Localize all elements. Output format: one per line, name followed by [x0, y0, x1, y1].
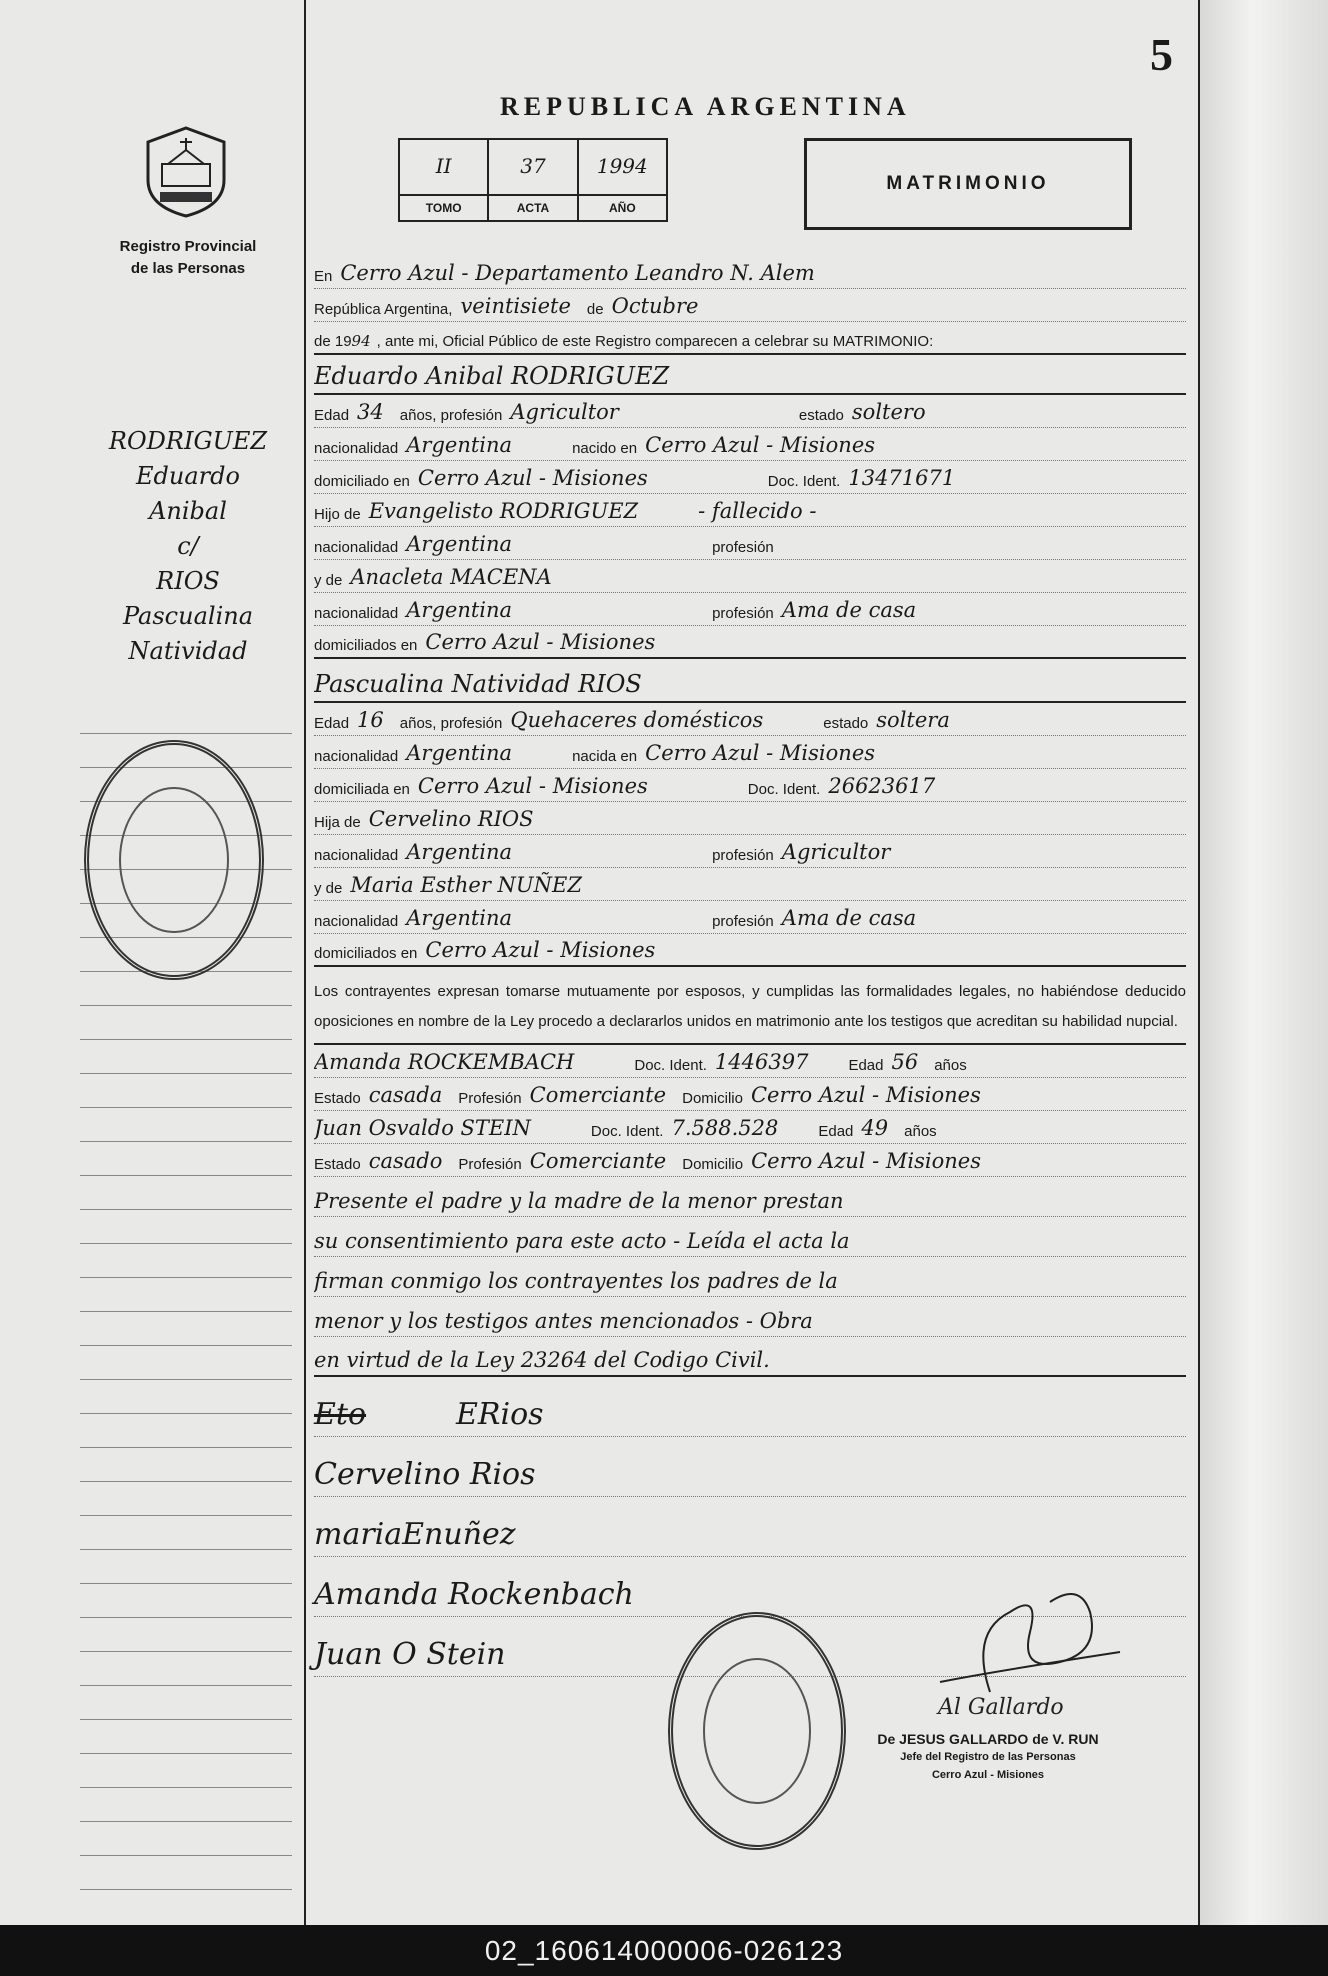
groom-profession: Agricultor [510, 400, 619, 424]
profesion-label: profesión [712, 539, 774, 556]
groom-age-row [314, 395, 1186, 428]
intro-text: , ante mi, Oficial Público de este Registro comparecen a celebrar su MATRIMONIO: [376, 333, 934, 350]
note-text: Presente el padre y la madre de la menor prestan [314, 1189, 844, 1213]
ano-label: AÑO [608, 201, 636, 215]
groom-father-row [314, 494, 1186, 527]
edad-label: Edad [848, 1057, 884, 1074]
note-text: menor y los testigos antes mencionados - Obra [314, 1309, 813, 1333]
witness1-name-row [314, 1045, 1186, 1078]
margin-note: RODRIGUEZ [108, 427, 268, 455]
note-text: firman conmigo los contrayentes los padres de la [314, 1269, 838, 1293]
bride-parents-domicile: Cerro Azul - Misiones [425, 938, 656, 962]
profesion-label: Profesión [458, 1156, 522, 1173]
signature: mariaEnuñez [314, 1517, 516, 1552]
nacionalidad-label: nacionalidad [314, 847, 399, 864]
witness2-name-row [314, 1111, 1186, 1144]
witness1-domicile: Cerro Azul - Misiones [750, 1083, 981, 1107]
year-suffix: 94 [351, 332, 371, 350]
groom-age: 34 [357, 400, 384, 424]
margin-notes [78, 424, 298, 669]
bride-nationality: Argentina [406, 741, 513, 765]
scan-id-bar: 02_160614000006-026123 [0, 1925, 1328, 1976]
note-line [314, 1337, 1186, 1377]
hijo-label: Hijo de [314, 506, 361, 523]
yde-label: y de [314, 880, 343, 897]
margin-note: Anibal [149, 497, 227, 525]
witness2-domicile: Cerro Azul - Misiones [751, 1149, 981, 1173]
groom-birthplace: Cerro Azul - Misiones [645, 433, 876, 457]
bride-nationality-row [314, 736, 1186, 769]
note-text: en virtud de la Ley 23264 del Codigo Civil. [314, 1348, 770, 1372]
bride-domicile-row [314, 769, 1186, 802]
anos-label: años [904, 1123, 937, 1140]
edad-label: Edad [314, 715, 350, 732]
bride-father-row [314, 802, 1186, 835]
registry-name-line1: Registro Provincial [119, 238, 257, 255]
tomo-acta-ano-table [398, 138, 668, 222]
registry-seal-stamp [668, 1612, 846, 1850]
profesion-label: profesión [712, 847, 774, 864]
note-text: su consentimiento para este acto - Leída el acta la [314, 1229, 850, 1253]
domiciliados-label: domiciliados en [314, 945, 418, 962]
groom-name: Eduardo Anibal RODRIGUEZ [314, 362, 670, 390]
registry-seal-stamp [84, 740, 264, 980]
official-title-line1: Jefe del Registro de las Personas [900, 1751, 1076, 1763]
groom-estado: soltero [851, 400, 926, 424]
certificate-form [314, 256, 1186, 1677]
bride-father-nationality: Argentina [406, 840, 513, 864]
note-line [314, 1217, 1186, 1257]
groom-father-nationality: Argentina [406, 532, 513, 556]
groom-mother-profession: Ama de casa [781, 598, 917, 622]
seal-center [703, 1658, 811, 1803]
acta-value: 37 [489, 140, 576, 196]
bride-father: Cervelino RIOS [368, 807, 534, 831]
witness1-name: Amanda ROCKEMBACH [314, 1050, 575, 1074]
edad-label: Edad [818, 1123, 854, 1140]
notes-section [314, 1177, 1186, 1377]
groom-nationality-row [314, 428, 1186, 461]
domicilio-label: Domicilio [682, 1156, 744, 1173]
groom-father-note: - fallecido - [698, 499, 817, 523]
place-row [314, 256, 1186, 289]
en-label: En [314, 268, 333, 285]
ano-cell [579, 140, 666, 220]
nacido-label: nacido en [572, 440, 638, 457]
struck-signature: Eto [314, 1397, 367, 1432]
note-line [314, 1297, 1186, 1337]
bride-parents-domicile-row [314, 934, 1186, 967]
witness1-profession: Comerciante [529, 1083, 667, 1107]
witness1-doc: 1446397 [714, 1050, 809, 1074]
acta-label: ACTA [516, 201, 550, 215]
groom-father-nationality-row [314, 527, 1186, 560]
bride-father-nationality-row [314, 835, 1186, 868]
witness2-details-row [314, 1144, 1186, 1177]
witness2-doc: 7.588.528 [671, 1116, 779, 1140]
official-signature: Al Gallardo [938, 1695, 1064, 1720]
profesion-label: profesión [712, 913, 774, 930]
bride-profession: Quehaceres domésticos [510, 708, 764, 732]
page-edge [1198, 0, 1328, 1925]
bride-mother-row [314, 868, 1186, 901]
official-stamp [848, 1730, 1128, 1784]
place-value: Cerro Azul - Departamento Leandro N. Alem [340, 261, 815, 285]
de-label: de [586, 301, 604, 318]
signature-row [314, 1377, 1186, 1437]
official-signature-graphic [930, 1572, 1130, 1722]
tomo-value: II [400, 140, 487, 196]
page-spine-line [304, 0, 306, 1925]
act-type-box: MATRIMONIO [804, 138, 1132, 230]
note-line [314, 1177, 1186, 1217]
bride-name: Pascualina Natividad RIOS [314, 670, 642, 698]
bride-mother-nationality-row [314, 901, 1186, 934]
republica-label: República Argentina, [314, 301, 453, 318]
profesion-label: profesión [712, 605, 774, 622]
witness2-estado: casado [368, 1149, 443, 1173]
domicilio-label: Domicilio [682, 1090, 743, 1107]
nacida-label: nacida en [572, 748, 638, 765]
bride-age-row [314, 703, 1186, 736]
bride-mother-profession: Ama de casa [781, 906, 917, 930]
provincial-crest-icon [138, 124, 234, 220]
groom-domicile: Cerro Azul - Misiones [417, 466, 648, 490]
bride-mother: Maria Esther NUÑEZ [350, 873, 582, 897]
doc-label: Doc. Ident. [767, 473, 841, 490]
official-name: De JESUS GALLARDO de V. RUN [877, 1731, 1099, 1747]
signature: Juan O Stein [314, 1637, 506, 1672]
edad-label: Edad [314, 407, 350, 424]
domiciliados-label: domiciliados en [314, 637, 418, 654]
witness2-name: Juan Osvaldo STEIN [314, 1116, 531, 1140]
margin-note: Natividad [128, 637, 248, 665]
groom-mother: Anacleta MACENA [350, 565, 552, 589]
registry-name [88, 236, 288, 280]
witness2-age: 49 [861, 1116, 889, 1140]
groom-name-row [314, 355, 1186, 395]
bride-mother-nationality: Argentina [406, 906, 513, 930]
signature: ERios [456, 1397, 544, 1432]
month-value: Octubre [611, 294, 699, 318]
signature: Cervelino Rios [314, 1457, 536, 1492]
anos-label: años [934, 1057, 967, 1074]
note-line [314, 1257, 1186, 1297]
bride-birthplace: Cerro Azul - Misiones [645, 741, 876, 765]
margin-note: Eduardo [136, 462, 240, 490]
witness1-details-row [314, 1078, 1186, 1111]
groom-mother-nationality: Argentina [406, 598, 513, 622]
bride-doc: 26623617 [828, 774, 936, 798]
witness2-profession: Comerciante [529, 1149, 667, 1173]
doc-label: Doc. Ident. [590, 1123, 664, 1140]
acta-cell [489, 140, 578, 220]
estado-label: estado [798, 407, 844, 424]
domiciliado-label: domiciliado en [314, 473, 410, 490]
profesion-label: años, profesión [399, 407, 503, 424]
tomo-label: TOMO [425, 201, 462, 215]
year-row [314, 322, 1186, 355]
estado-label: Estado [314, 1156, 361, 1173]
estado-label: Estado [314, 1090, 361, 1107]
year-prefix: de 19 [314, 333, 352, 350]
domiciliada-label: domiciliada en [314, 781, 410, 798]
registry-name-line2: de las Personas [130, 260, 246, 277]
nacionalidad-label: nacionalidad [314, 440, 399, 457]
doc-label: Doc. Ident. [747, 781, 821, 798]
bride-father-profession: Agricultor [781, 840, 891, 864]
witness1-estado: casada [368, 1083, 443, 1107]
seal-center [119, 787, 228, 934]
estado-label: estado [823, 715, 869, 732]
nacionalidad-label: nacionalidad [314, 913, 399, 930]
page-number: 5 [1150, 29, 1173, 80]
bride-age: 16 [357, 708, 384, 732]
bride-estado: soltera [876, 708, 950, 732]
country-title: REPUBLICA ARGENTINA [500, 92, 911, 121]
groom-father: Evangelisto RODRIGUEZ [368, 499, 639, 523]
yde-label: y de [314, 572, 343, 589]
groom-mother-row [314, 560, 1186, 593]
profesion-label: Profesión [458, 1090, 522, 1107]
date-row [314, 289, 1186, 322]
signature-row [314, 1497, 1186, 1557]
hija-label: Hija de [314, 814, 361, 831]
bride-domicile: Cerro Azul - Misiones [417, 774, 648, 798]
nacionalidad-label: nacionalidad [314, 539, 399, 556]
groom-parents-domicile: Cerro Azul - Misiones [425, 630, 656, 654]
signature: Amanda Rockenbach [314, 1577, 634, 1612]
groom-mother-nationality-row [314, 593, 1186, 626]
nacionalidad-label: nacionalidad [314, 748, 399, 765]
groom-doc: 13471671 [848, 466, 956, 490]
signature-row [314, 1437, 1186, 1497]
margin-note: RIOS [156, 567, 220, 595]
profesion-label: años, profesión [399, 715, 503, 732]
ano-value: 1994 [579, 140, 666, 196]
nacionalidad-label: nacionalidad [314, 605, 399, 622]
declaration-paragraph: Los contrayentes expresan tomarse mutuamente por esposos, y cumplidas las formalidades legales, no habiéndose deducido oposiciones en nombre de la Ley procedo a declararlos unidos en matrimonio ante los testigos que acreditan su habilidad nupcial. [314, 967, 1186, 1045]
groom-domicile-row [314, 461, 1186, 494]
witness1-age: 56 [891, 1050, 919, 1074]
bride-name-row [314, 659, 1186, 703]
margin-note: c/ [177, 532, 199, 560]
day-value: veintisiete [460, 294, 571, 318]
margin-note: Pascualina [122, 602, 254, 630]
official-title-line2: Cerro Azul - Misiones [931, 1769, 1045, 1781]
doc-label: Doc. Ident. [634, 1057, 707, 1074]
groom-parents-domicile-row [314, 626, 1186, 659]
groom-nationality: Argentina [406, 433, 513, 457]
tomo-cell [400, 140, 489, 220]
